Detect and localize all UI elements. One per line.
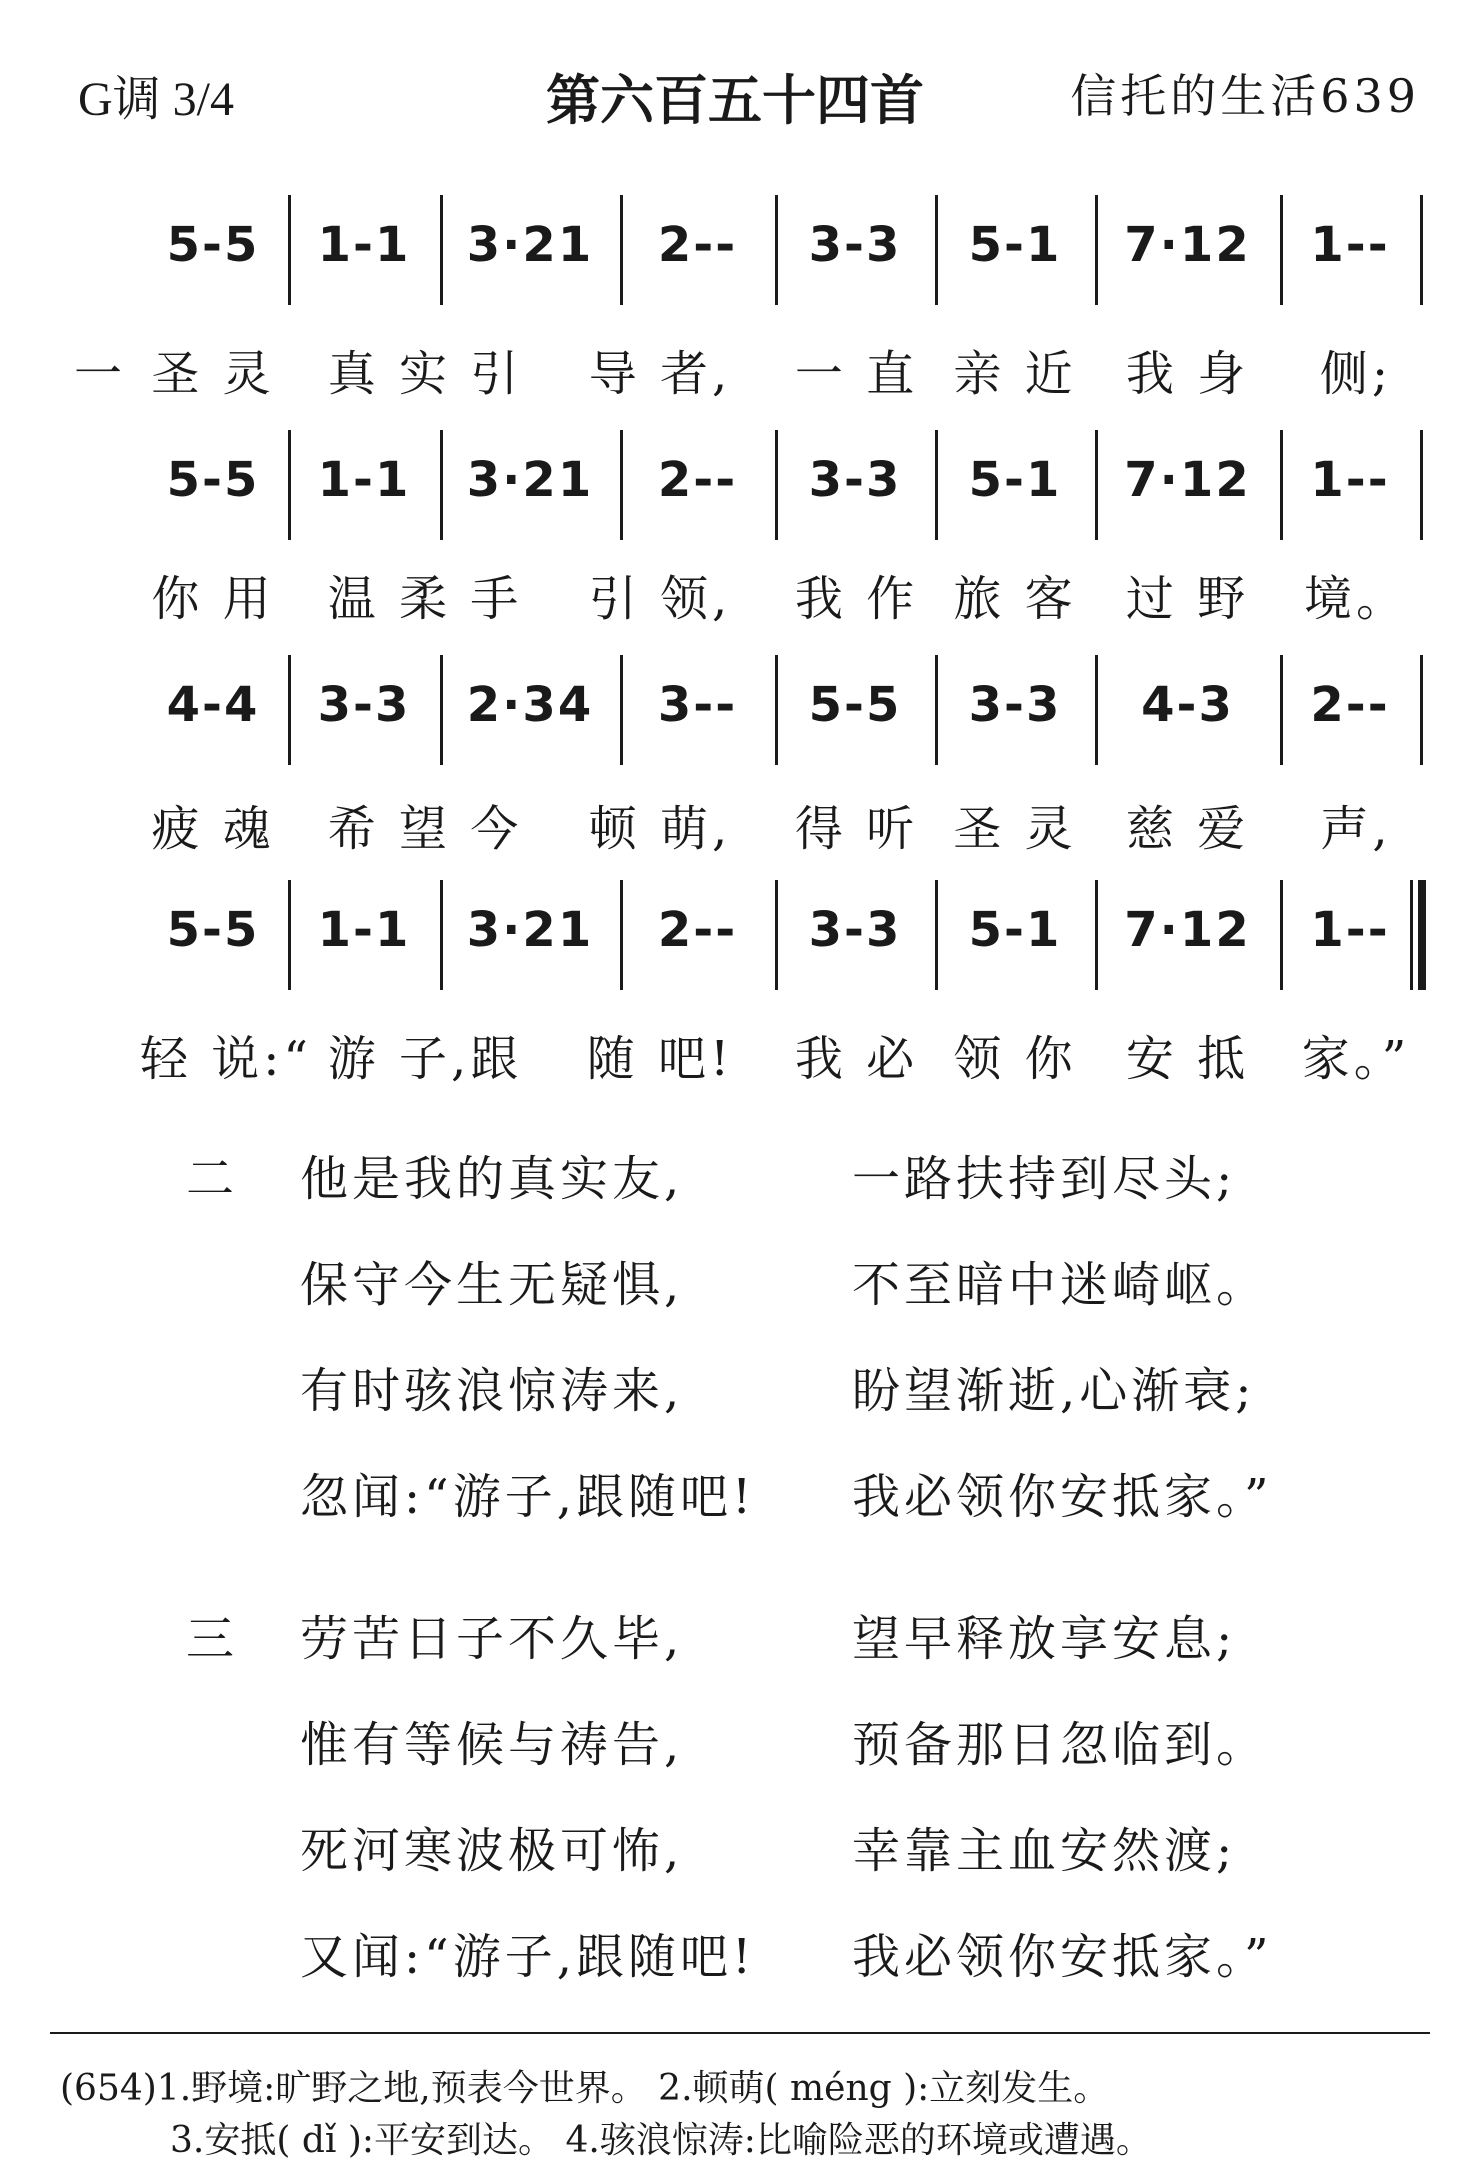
measure: 5-5: [166, 217, 260, 273]
measure: 1-1: [317, 902, 411, 958]
verse-number: 三: [186, 1611, 235, 1667]
verse-line-left: 他是我的真实友,: [300, 1151, 684, 1207]
verse-line-right: 不至暗中迷崎岖。: [852, 1257, 1269, 1313]
verse-line-left: 惟有等候与祷告,: [300, 1717, 684, 1773]
barline: [1420, 430, 1423, 540]
staff-system: [0, 655, 1470, 775]
barline: [1420, 655, 1423, 765]
final-barline: [1418, 880, 1426, 990]
measure: 3-3: [808, 217, 902, 273]
measure: 2·34: [466, 677, 594, 733]
staff-system: [0, 430, 1470, 550]
verse-line-right: 我必领你安抵家。”: [852, 1929, 1273, 1985]
measure: 3-3: [808, 452, 902, 508]
staff-system: [0, 880, 1470, 1000]
footnote-line-1: (654)1.野境:旷野之地,预表今世界。 2.顿萌( méng ):立刻发生。: [60, 2068, 1110, 2109]
lyric-word: 亲 近: [953, 346, 1077, 402]
measure: 2--: [657, 902, 738, 958]
lyric-word: 真 实 引: [327, 346, 523, 402]
measure: 1--: [1310, 902, 1390, 958]
measure: 1--: [1310, 452, 1390, 508]
lyric-word: 温 柔 手: [327, 571, 523, 627]
lyric-word: 导 者,: [588, 346, 732, 402]
verse-number: 二: [186, 1151, 235, 1207]
measure: 3-3: [808, 902, 902, 958]
measure: 7·12: [1124, 452, 1251, 508]
verse-line-right: 幸靠主血安然渡;: [852, 1823, 1237, 1879]
lyric-word: 希 望 今: [327, 801, 523, 857]
measure: 1-1: [317, 217, 411, 273]
verse-line-left: 又闻:“游子,跟随吧!: [300, 1929, 756, 1985]
lyric-word: 轻 说:“: [140, 1031, 312, 1087]
measure: 3·21: [466, 902, 594, 958]
lyric-word: 领 你: [953, 1031, 1077, 1087]
lyric-word: 侧;: [1319, 346, 1393, 402]
lyric-word: 引 领,: [588, 571, 732, 627]
verse-line-left: 忽闻:“游子,跟随吧!: [300, 1469, 756, 1525]
verse-line-left: 劳苦日子不久毕,: [300, 1611, 684, 1667]
measure: 2--: [1310, 677, 1390, 733]
lyric-word: 慈 爱: [1125, 801, 1250, 857]
verse-line-right: 预备那日忽临到。: [852, 1717, 1269, 1773]
lyric-word: 安 抵: [1125, 1031, 1250, 1087]
lyric-word: 过 野: [1125, 571, 1250, 627]
measure: 3-3: [317, 677, 411, 733]
verse-line-left: 有时骇浪惊涛来,: [300, 1363, 684, 1419]
measure: 5-5: [166, 902, 260, 958]
hymn-reference: 信托的生活639: [1070, 69, 1420, 123]
lyric-word: 家。”: [1301, 1031, 1411, 1087]
measure: 1-1: [317, 452, 411, 508]
verse-line-left: 保守今生无疑惧,: [300, 1257, 684, 1313]
footnote-divider: [50, 2032, 1430, 2034]
lyric-word: 声,: [1320, 801, 1392, 857]
measure: 3·21: [466, 217, 594, 273]
measure: 4-3: [1141, 677, 1234, 733]
lyric-word: 得 听: [794, 801, 919, 857]
lyric-word: 一 直: [794, 346, 919, 402]
lyric-word: 圣 灵: [953, 801, 1077, 857]
measure: 5-1: [968, 902, 1062, 958]
measure: 5-1: [968, 452, 1062, 508]
measure: 7·12: [1124, 217, 1251, 273]
lyric-word: 顿 萌,: [588, 801, 732, 857]
lyric-word: 游 子,跟: [327, 1031, 523, 1087]
measure: 3--: [657, 677, 738, 733]
measure: 7·12: [1124, 902, 1251, 958]
lyric-word: 我 身: [1125, 346, 1250, 402]
lyric-word: 我 作: [794, 571, 919, 627]
verse-line-right: 望早释放享安息;: [852, 1611, 1237, 1667]
verse-line-left: 死河寒波极可怖,: [300, 1823, 684, 1879]
lyric-word: 你 用: [151, 571, 275, 627]
verse-line-right: 我必领你安抵家。”: [852, 1469, 1273, 1525]
key-signature: G调 3/4: [78, 73, 235, 126]
measure: 5-5: [166, 452, 260, 508]
measure: 4-4: [166, 677, 260, 733]
measure: 3·21: [466, 452, 594, 508]
measure: 5-1: [968, 217, 1062, 273]
lyric-word: 境。: [1303, 571, 1408, 627]
measure: 1--: [1310, 217, 1390, 273]
barline: [1420, 195, 1423, 305]
lyric-word: 我 必: [794, 1031, 919, 1087]
lyric-word: 一: [73, 346, 126, 402]
measure: 2--: [657, 452, 738, 508]
measure: 2--: [657, 217, 738, 273]
lyric-word: 疲 魂: [151, 801, 275, 857]
lyric-word: 旅 客: [953, 571, 1077, 627]
lyric-word: 随 吧!: [586, 1031, 734, 1087]
hymn-title: 第六百五十四首: [546, 69, 924, 132]
verse-line-right: 一路扶持到尽头;: [852, 1151, 1237, 1207]
verse-line-right: 盼望渐逝,心渐衰;: [852, 1363, 1256, 1419]
measure: 3-3: [968, 677, 1062, 733]
lyric-word: 圣 灵: [151, 346, 275, 402]
staff-system: [0, 195, 1470, 315]
footnote-line-2: 3.安抵( dǐ ):平安到达。 4.骇浪惊涛:比喻险恶的环境或遭遇。: [170, 2120, 1152, 2161]
measure: 5-5: [808, 677, 902, 733]
